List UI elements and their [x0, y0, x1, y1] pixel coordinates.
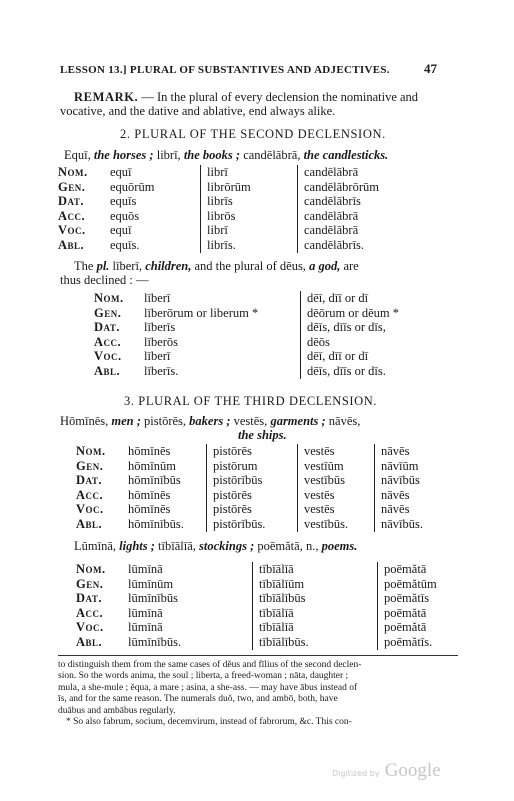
table-cell: līberīs — [144, 320, 176, 335]
word-deus: dēus, — [279, 259, 306, 273]
case-label: Acc. — [94, 334, 122, 349]
case-label: Dat. — [94, 320, 120, 335]
case-label: Acc. — [76, 487, 104, 502]
table-cell: vestēs — [298, 444, 375, 459]
word-homines: Hōmīnēs, — [60, 414, 109, 428]
table-cell: tībīālībūs. — [253, 635, 378, 650]
gloss-garments: garments ; — [270, 414, 326, 428]
table-cell: hōmīnībūs — [128, 473, 181, 488]
table-cell: tībīālībūs — [253, 591, 378, 606]
case-label: Gen. — [76, 576, 104, 591]
table-row — [76, 577, 460, 592]
word-liberi: līberī, — [112, 259, 143, 273]
table-row — [58, 209, 470, 224]
table-cell: equī — [110, 165, 132, 179]
table-cell: pistōrēs — [207, 502, 298, 517]
word-naves: nāvēs, — [328, 414, 361, 428]
table-cell: candēlābrā — [298, 165, 471, 180]
table-row — [76, 488, 447, 503]
table-cell: equīs. — [110, 237, 140, 252]
table-cell: vestēs — [298, 502, 375, 517]
table-cell: equīs — [110, 194, 137, 209]
lumina-intro — [74, 539, 357, 554]
table-cell: lūmīnībūs — [128, 591, 179, 606]
table-cell: dēī, dīī or dī — [301, 291, 434, 306]
case-label: Acc. — [76, 605, 104, 620]
table-row — [76, 620, 460, 635]
footnote-line: īs, and for the same reason. The numerals duŏ, two, and ambō, both, have — [58, 694, 338, 705]
table-cell: lūmīnā — [128, 562, 163, 576]
table-cell: poēmătā — [378, 606, 461, 621]
footnote-line: duābus and ambābus regularly. — [58, 705, 176, 716]
gloss-bakers: bakers ; — [189, 414, 231, 428]
table-row — [94, 335, 433, 350]
word-vestes: vestēs, — [233, 414, 268, 428]
table-cell: librōs — [201, 209, 298, 224]
table-row — [76, 517, 447, 532]
table-row — [58, 180, 470, 195]
case-label: Dat. — [76, 591, 102, 606]
gloss-children: children, — [145, 259, 192, 273]
digitized-by-watermark — [332, 760, 441, 782]
table-cell: candēlābrā — [298, 223, 471, 238]
table-cell: poēmătūm — [378, 577, 461, 592]
table-row — [58, 223, 470, 238]
word-lumina: Lūmīnā, — [74, 539, 117, 553]
page-number: 47 — [424, 61, 437, 76]
table-row — [58, 194, 470, 209]
case-label: Gen. — [94, 305, 122, 320]
table-row — [94, 320, 433, 335]
liberi-intro-line2: thus declined : — — [60, 273, 149, 287]
table-cell: librīs — [201, 194, 298, 209]
table-row — [94, 291, 433, 306]
table-cell: poēmătīs. — [378, 635, 461, 650]
table-cell: candēlābrōrūm — [298, 180, 471, 195]
case-label: Nom. — [76, 444, 106, 458]
table-row — [58, 238, 470, 253]
section-heading-third-declension: 3. PLURAL OF THE THIRD DECLENSION. — [124, 394, 378, 408]
table-cell: candēlābrā — [298, 209, 471, 224]
table-cell: pistōrībūs — [207, 473, 298, 488]
third-declension-intro — [60, 414, 360, 429]
table-cell: poēmătā — [378, 620, 461, 635]
second-declension-intro — [64, 148, 388, 163]
gloss-horses: the horses ; — [93, 148, 154, 162]
remark-line1: — In the plural of every declension the nominative and — [141, 90, 419, 104]
table-cell: nāvēs — [375, 502, 448, 517]
table-cell: nāvēs — [375, 444, 448, 459]
table-cell: pistōrum — [207, 459, 298, 474]
table-cell: librī — [201, 165, 298, 180]
table-cell: vestībūs — [298, 473, 375, 488]
case-label: Abl. — [76, 516, 103, 531]
table-row — [76, 473, 447, 488]
case-label: Gen. — [76, 458, 104, 473]
table-cell: poēmătā — [378, 562, 461, 577]
gloss-books: the books ; — [183, 148, 241, 162]
watermark-small-text: Digitized by — [332, 769, 380, 778]
liberi-intro — [74, 259, 359, 274]
table-cell: vestībūs. — [298, 517, 375, 532]
table-cell: dēī, dīī or dī — [301, 349, 434, 364]
table-cell: līberī — [144, 349, 171, 364]
case-label: Nom. — [94, 291, 124, 305]
table-cell: librī — [201, 223, 298, 238]
table-cell: dēōrum or dēum * — [301, 306, 434, 321]
table-cell: tībīālīūm — [253, 577, 378, 592]
table-cell: hōmīnībūs. — [128, 516, 184, 531]
liberi-intro-pl: pl. — [96, 259, 110, 273]
table-row — [94, 364, 433, 379]
footnote-divider — [58, 655, 458, 656]
table-cell: līberīs. — [144, 363, 179, 378]
running-header: LESSON 13.] PLURAL OF SUBSTANTIVES AND ADJECTIVES. — [60, 64, 390, 76]
second-declension-table — [58, 165, 470, 253]
table-cell: nāvīūm — [375, 459, 448, 474]
table-row — [76, 459, 447, 474]
watermark-google-text: Google — [384, 760, 441, 781]
word-candelabra: candēlābrā, — [243, 148, 301, 162]
table-row — [94, 349, 433, 364]
table-cell: līberī — [144, 291, 171, 305]
case-label: Nom. — [76, 562, 106, 576]
gloss-poems: poems. — [321, 539, 358, 553]
word-tibialia: tībīālīā, — [158, 539, 196, 553]
table-cell: nāvībūs. — [375, 517, 448, 532]
table-cell: candēlābrīs — [298, 194, 471, 209]
table-row — [76, 562, 460, 577]
gloss-lights: lights ; — [119, 539, 155, 553]
gloss-ships: the ships. — [238, 428, 287, 442]
table-cell: hōmīnēs — [128, 502, 171, 517]
case-label: Gen. — [58, 179, 86, 194]
section-heading-second-declension: 2. PLURAL OF THE SECOND DECLENSION. — [120, 127, 386, 141]
gloss-stockings: stockings ; — [199, 539, 255, 553]
table-cell: librōrūm — [201, 180, 298, 195]
case-label: Nom. — [58, 165, 88, 179]
table-cell: pistōrēs — [207, 444, 298, 459]
footnote-line: mula, a she-mule ; ĕqua, a mare ; asina, a she-ass. — may have ābus instead of — [58, 682, 358, 693]
table-row — [76, 606, 460, 621]
liberi-dei-table — [94, 291, 433, 379]
gloss-men: men ; — [111, 414, 141, 428]
footnote-block — [58, 660, 458, 728]
liberi-intro-text: and the plural of — [194, 259, 277, 273]
remark-line2: vocative, and the dative and ablative, end always alike. — [60, 104, 336, 118]
table-cell: vestīūm — [298, 459, 375, 474]
table-cell: tībīālīā — [253, 606, 378, 621]
table-row — [76, 502, 447, 517]
footnote-line: sion. So the words anima, the soul ; liberta, a freed-woman ; nāta, daughter ; — [58, 671, 349, 682]
table-cell: lūmīnā — [128, 605, 163, 620]
case-label: Abl. — [58, 237, 85, 252]
remark-label: REMARK. — [74, 90, 139, 104]
table-cell: equōs — [110, 208, 140, 223]
remark — [74, 90, 418, 105]
word-equi: Equī, — [64, 148, 91, 162]
table-cell: dēīs, dīīs or dīs, — [301, 320, 434, 335]
liberi-intro-text: are — [343, 259, 359, 273]
table-row — [76, 635, 460, 650]
table-cell: nāvībūs — [375, 473, 448, 488]
table-cell: nāvēs — [375, 488, 448, 503]
word-libri: librī, — [156, 148, 181, 162]
footnote-line: * So also fabrum, socium, decemvirum, instead of fabrorum, &c. This con- — [66, 717, 352, 728]
table-cell: līberōs — [144, 334, 179, 349]
table-cell: lūmīnā — [128, 620, 163, 635]
table-cell: vestēs — [298, 488, 375, 503]
word-poemata: poēmătā, n., — [257, 539, 319, 553]
case-label: Voc. — [76, 620, 104, 635]
case-label: Voc. — [94, 349, 122, 364]
word-pistores: pistōrēs, — [144, 414, 187, 428]
case-label: Abl. — [76, 634, 103, 649]
table-cell: dēōs — [301, 335, 434, 350]
table-cell: equōrūm — [110, 179, 155, 194]
case-label: Acc. — [58, 208, 86, 223]
gloss-god: a god, — [309, 259, 341, 273]
table-cell: hōmīnēs — [128, 444, 171, 458]
footnote-line: to distinguish them from the same cases of dĕus and fīlius of the second declen- — [58, 660, 362, 670]
table-row — [94, 306, 433, 321]
lumina-table — [76, 562, 460, 650]
gloss-candlesticks: the candlesticks. — [303, 148, 389, 162]
liberi-intro-text: The — [74, 259, 94, 273]
table-cell: tībīālīā — [253, 562, 378, 577]
table-cell: lūmīnībūs. — [128, 634, 182, 649]
table-cell: hōmīnēs — [128, 487, 171, 502]
case-label: Voc. — [76, 502, 104, 517]
table-cell: līberōrum or liberum * — [144, 305, 259, 320]
case-label: Dat. — [76, 473, 102, 488]
table-cell: librīs. — [201, 238, 298, 253]
table-cell: tībīālīā — [253, 620, 378, 635]
table-cell: pistōrēs — [207, 488, 298, 503]
case-label: Dat. — [58, 194, 84, 209]
table-cell: dēīs, dīīs or dīs. — [301, 364, 434, 379]
table-cell: hōmīnūm — [128, 458, 176, 473]
table-row — [76, 444, 447, 459]
third-declension-table — [76, 444, 447, 532]
table-cell: equī — [110, 223, 132, 238]
case-label: Abl. — [94, 363, 121, 378]
table-row — [76, 591, 460, 606]
table-row — [58, 165, 470, 180]
case-label: Voc. — [58, 223, 86, 238]
table-cell: pistōrībūs. — [207, 517, 298, 532]
table-cell: lūmīnūm — [128, 576, 174, 591]
table-cell: poēmătīs — [378, 591, 461, 606]
table-cell: candēlābrīs. — [298, 238, 471, 253]
